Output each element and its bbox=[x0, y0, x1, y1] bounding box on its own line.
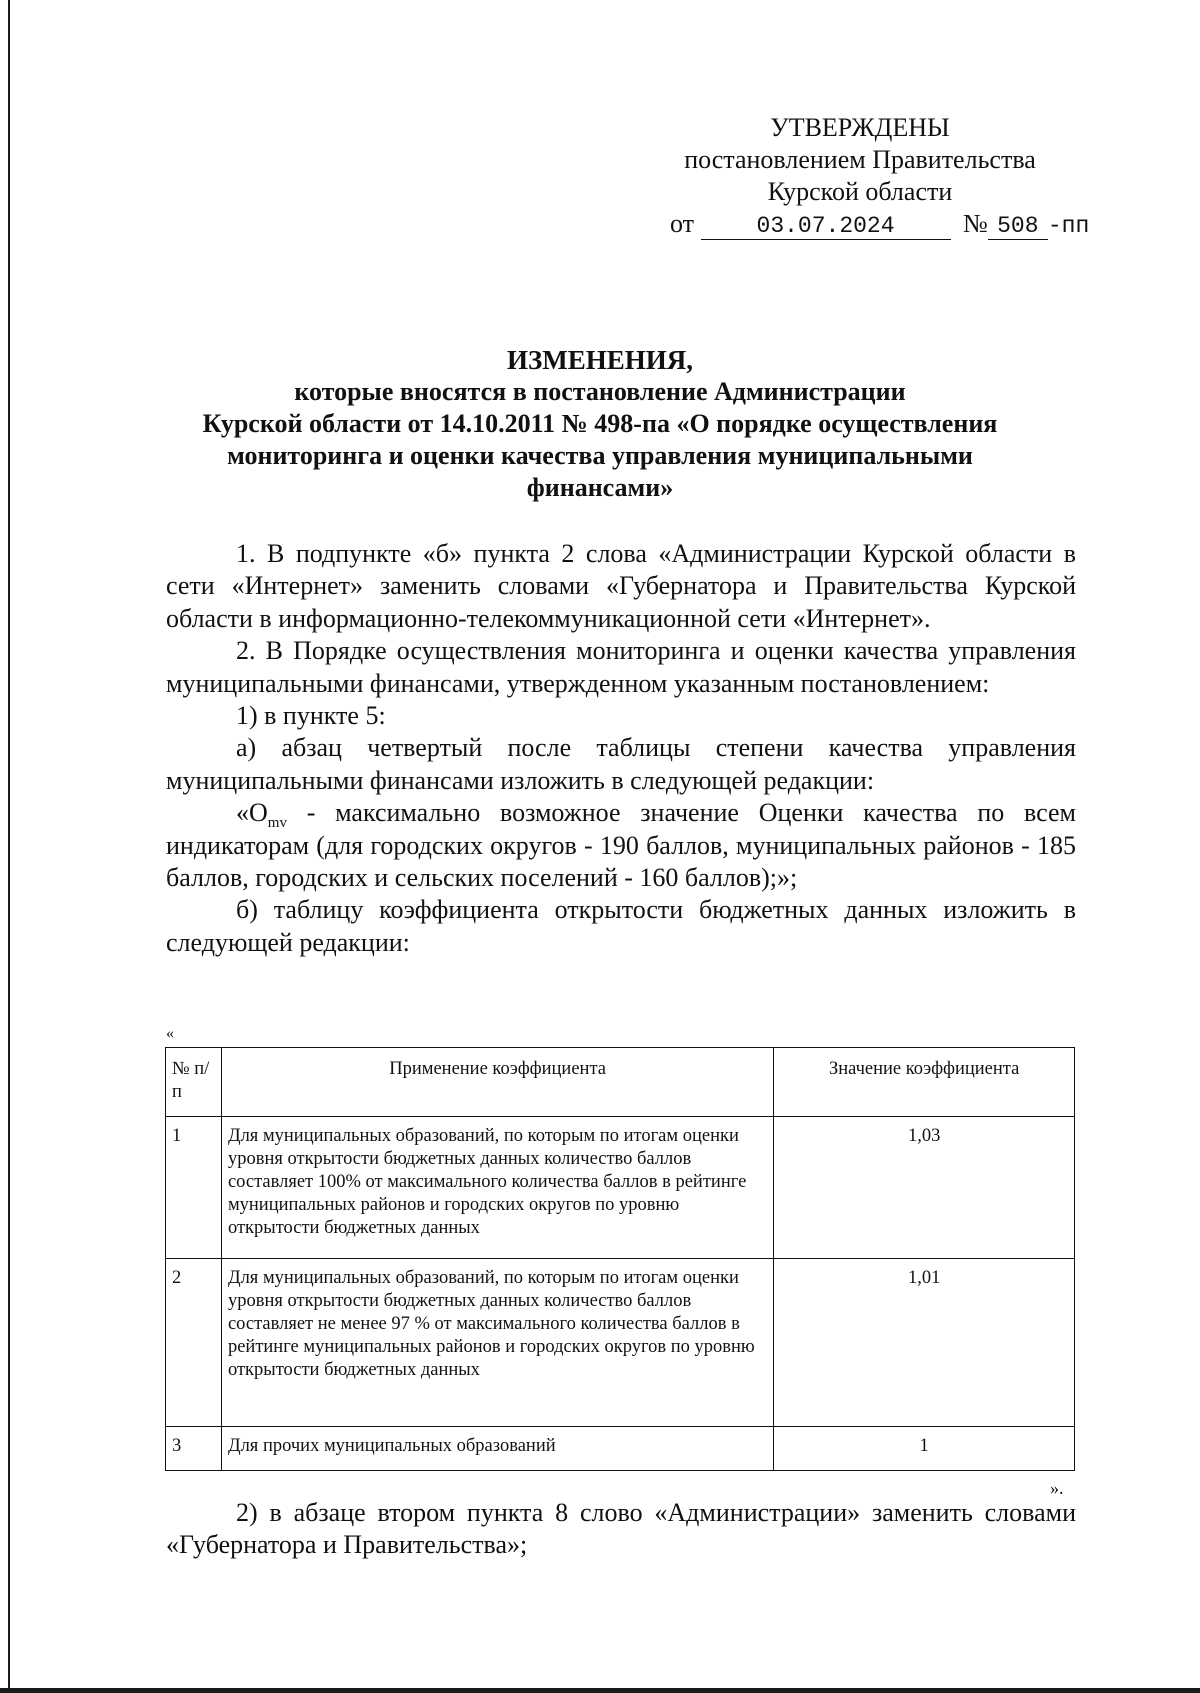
paragraph-7: 2) в абзаце втором пункта 8 слово «Администрации» заменить словами «Губернатора и Правительства»; bbox=[166, 1498, 1076, 1560]
document-body-continued bbox=[166, 1497, 1076, 1562]
row-value: 1 bbox=[774, 1427, 1075, 1471]
row-value: 1,01 bbox=[774, 1259, 1075, 1427]
paragraph-6: б) таблицу коэффициента открытости бюджетных данных изложить в следующей редакции: bbox=[166, 895, 1076, 957]
approval-date-number-line bbox=[670, 208, 1140, 240]
table-quote-close: ». bbox=[1050, 1478, 1064, 1498]
header-no: № п/п bbox=[166, 1048, 222, 1117]
p5-post: - максимально возможное значение Оценки качества по всем индикаторам (для городских округов - 190 баллов, муниципальных районов - 185 баллов, городских и сельских поселений - 160 баллов);»; bbox=[166, 798, 1076, 893]
approval-date: 03.07.2024 bbox=[701, 213, 951, 240]
row-value: 1,03 bbox=[774, 1117, 1075, 1259]
table-row bbox=[166, 1427, 1075, 1471]
table-quote-open: « bbox=[166, 1025, 174, 1042]
heading-title: ИЗМЕНЕНИЯ, bbox=[506, 345, 693, 375]
approval-stamp-block bbox=[670, 112, 1140, 240]
approval-line-1: постановлением Правительства bbox=[684, 145, 1036, 174]
number-prefix: № bbox=[963, 209, 988, 238]
header-application: Применение коэффициента bbox=[221, 1048, 773, 1117]
paragraph-2: 2. В Порядке осуществления мониторинга и оценки качества управления муниципальными финансами, утвержденном указанным постановлением: bbox=[166, 636, 1076, 698]
row-no: 3 bbox=[166, 1427, 222, 1471]
paragraph-3: 1) в пункте 5: bbox=[236, 701, 386, 731]
coefficient-table bbox=[165, 1047, 1075, 1471]
heading-line-2: Курской области от 14.10.2011 № 498-па «О порядке осуществления bbox=[202, 409, 998, 438]
table-row bbox=[166, 1117, 1075, 1259]
row-no: 1 bbox=[166, 1117, 222, 1259]
header-value: Значение коэффициента bbox=[774, 1048, 1075, 1117]
paragraph-5 bbox=[166, 797, 1076, 894]
approval-number-suffix: -пп bbox=[1047, 213, 1090, 239]
table-row bbox=[166, 1259, 1075, 1427]
heading-line-3: мониторинга и оценки качества управления муниципальными bbox=[227, 441, 973, 470]
document-heading bbox=[160, 344, 1040, 504]
heading-line-1: которые вносятся в постановление Администрации bbox=[294, 377, 906, 406]
row-text: Для прочих муниципальных образований bbox=[221, 1427, 773, 1471]
document-body bbox=[166, 538, 1076, 959]
scan-left-edge bbox=[8, 0, 10, 1693]
scan-bottom-edge bbox=[0, 1688, 1200, 1693]
paragraph-1: 1. В подпункте «б» пункта 2 слова «Администрации Курской области в сети «Интернет» заменить словами «Губернатора и Правительства Курской области в информационно-телекоммуникационной сети «Интернет». bbox=[166, 539, 1076, 633]
approval-number: 508 bbox=[988, 213, 1048, 240]
p5-subscript: mv bbox=[267, 815, 287, 832]
approval-line-2: Курской области bbox=[767, 177, 953, 206]
row-text: Для муниципальных образований, по которым по итогам оценки уровня открытости бюджетных данных количество баллов составляет 100% от максимального количества баллов в рейтинге муниципальных районов и городских округов по уровню открытости бюджетных данных bbox=[221, 1117, 773, 1259]
date-prefix: от bbox=[670, 209, 695, 238]
row-text: Для муниципальных образований, по которым по итогам оценки уровня открытости бюджетных данных количество баллов составляет не менее 97 % от максимального количества баллов в рейтинге муниципальных районов и городских округов по уровню открытости бюджетных данных bbox=[221, 1259, 773, 1427]
p5-pre: «O bbox=[236, 798, 268, 828]
table-header-row bbox=[166, 1048, 1075, 1117]
row-no: 2 bbox=[166, 1259, 222, 1427]
heading-line-4: финансами» bbox=[526, 473, 674, 502]
paragraph-4: а) абзац четвертый после таблицы степени качества управления муниципальными финансами изложить в следующей редакции: bbox=[166, 733, 1076, 795]
approval-title: УТВЕРЖДЕНЫ bbox=[770, 113, 950, 142]
